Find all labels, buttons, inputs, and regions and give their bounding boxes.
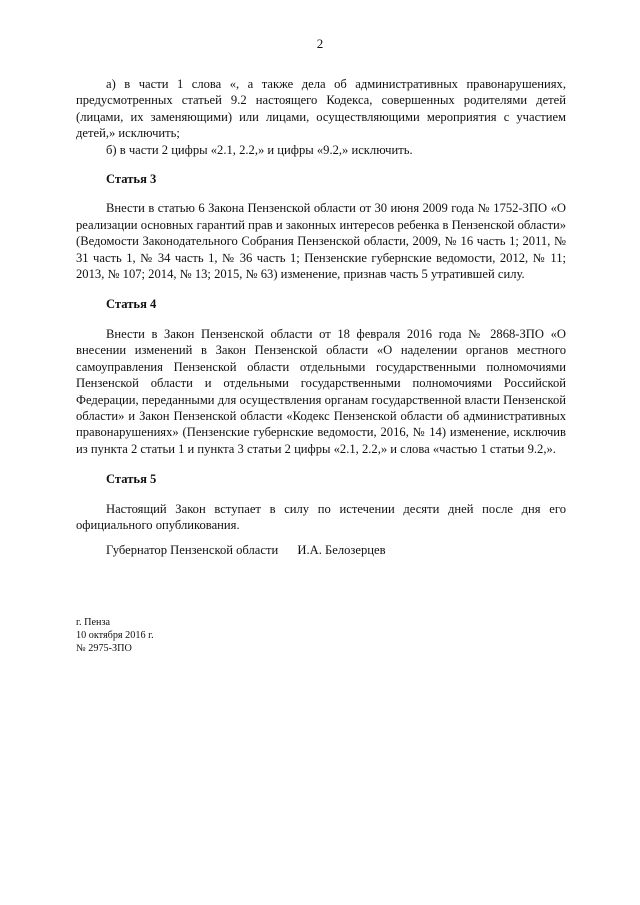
- footer-law-number: № 2975-ЗПО: [76, 643, 132, 654]
- article-3-heading: Статья 3: [106, 172, 157, 187]
- article-3-text: Внести в статью 6 Закона Пензенской области от 30 июня 2009 года № 1752-ЗПО «О реализации основных гарантий прав и законных интересов ребенка в Пензенской области» (Ведомости Законодательного Собрания Пензенской области, 2009, № 16 часть 1; 2011, № 31 часть 1, № 34 часть 1, № 36 часть 1; Пензенские губернские ведомости, 2012, № 11; 2013, № 107; 2014, № 13; 2015, № 63) изменение, признав часть 5 утратившей силу.: [76, 201, 566, 282]
- footer-city: г. Пенза: [76, 617, 110, 628]
- article-4-text: Внести в Закон Пензенской области от 18 февраля 2016 года № 2868-ЗПО «О внесении изменений в Закон Пензенской области «О наделении органов местного самоуправления Пензенской области отдельными государственными полномочиями Пензенской области и отдельными государственными полномочиями Российской Федерации, переданными для осуществления органам государственной власти Пензенской области» и Закон Пензенской области «Кодекс Пензенской области об административных правонарушениях» (Пензенские губернские ведомости, 2016, № 14) изменение, исключив из пункта 2 статьи 1 и пункта 3 статьи 2 цифры «2.1, 2.2,» и слова «частью 1 статьи 9.2,».: [76, 326, 566, 456]
- article-4-heading: Статья 4: [106, 297, 157, 312]
- signatory-position: Губернатор Пензенской области: [106, 543, 279, 557]
- document-body: [76, 76, 566, 533]
- article-5-text: Настоящий Закон вступает в силу по истечении десяти дней после дня его официального опубликования.: [76, 501, 566, 532]
- page-number: 2: [316, 36, 324, 51]
- article-5-heading: Статья 5: [106, 472, 157, 487]
- item-b-paragraph: б) в части 2 цифры «2.1, 2.2,» и цифры «9.2,» исключить.: [106, 142, 413, 157]
- footer-date: 10 октября 2016 г.: [76, 630, 154, 641]
- signature-block: [106, 543, 386, 558]
- document-footer: [76, 616, 154, 655]
- item-a-paragraph: а) в части 1 слова «, а также дела об административных правонарушениях, предусмотренных статьей 9.2 настоящего Кодекса, совершенных родителями детей (лицами, их заменяющими) или лицами, осуществляющими мероприятия с участием детей,» исключить;: [76, 77, 566, 141]
- signatory-name: И.А. Белозерцев: [297, 543, 386, 557]
